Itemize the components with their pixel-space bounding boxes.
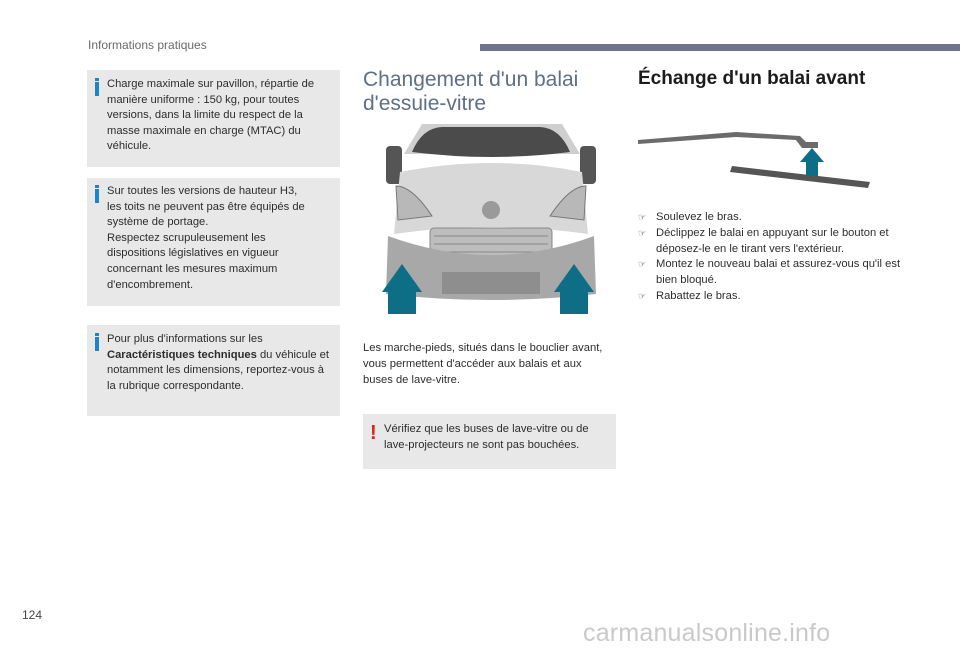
bullet-arrow-icon: ☞	[638, 259, 647, 270]
warning-icon: !	[370, 422, 377, 444]
bullet-arrow-icon: ☞	[638, 227, 647, 238]
list-item: ☞ Rabattez le bras.	[638, 289, 908, 305]
specs-link-text: Caractéristiques techniques	[107, 348, 257, 361]
info-text: Charge maximale sur pavillon, répartie de manière uniforme : 150 kg, pour toutes versions, dans la limite du respect de la masse maximale en charge (MTAC) du véhicule.	[107, 78, 315, 153]
warning-box	[363, 414, 616, 469]
step-paragraph: Les marche-pieds, situés dans le bouclier avant, vous permettent d'accéder aux balais et aux buses de lave-vitre.	[363, 342, 603, 386]
info-text: Sur toutes les versions de hauteur H3, les toits ne peuvent pas être équipés de système de portage. Respectez scrupuleusement les dispositions législatives en vigueur concernant les mesures maximum d'encombrement.	[107, 185, 305, 291]
info-box-h3-roof	[87, 178, 340, 306]
wiper-blade-illustration	[636, 126, 872, 192]
watermark: carmanualsonline.info	[583, 619, 831, 647]
warning-text: Vérifiez que les buses de lave-vitre ou de lave-projecteurs ne sont pas bouchées.	[384, 423, 589, 451]
list-item: ☞ Montez le nouveau balai et assurez-vous qu'il est bien bloqué.	[638, 258, 901, 287]
release-arrow-icon	[800, 148, 824, 176]
page-number: 124	[22, 608, 43, 622]
info-icon	[95, 189, 99, 203]
front-blade-title: Échange d'un balai avant	[638, 68, 866, 89]
info-icon	[95, 337, 99, 351]
front-blade-steps	[638, 210, 908, 305]
header-accent-bar	[480, 44, 960, 51]
info-box-roof-load	[87, 70, 340, 167]
section-header: Informations pratiques	[88, 38, 207, 52]
info-box-specs	[87, 325, 340, 416]
bullet-arrow-icon: ☞	[638, 212, 647, 222]
list-item: ☞ Déclippez le balai en appuyant sur le bouton et déposez-le en le tirant vers l'extérieur.	[638, 226, 889, 255]
wiper-change-title: Changement d'un balai d'essuie-vitre	[363, 68, 579, 115]
info-text: Pour plus d'informations sur les Caractéristiques techniques du véhicule et notamment les dimensions, reportez-vous à la rubrique correspondante.	[107, 333, 329, 392]
list-item: ☞ Soulevez le bras.	[638, 210, 908, 226]
info-icon	[95, 82, 99, 96]
bullet-arrow-icon: ☞	[638, 290, 647, 301]
van-front-illustration	[382, 124, 600, 316]
